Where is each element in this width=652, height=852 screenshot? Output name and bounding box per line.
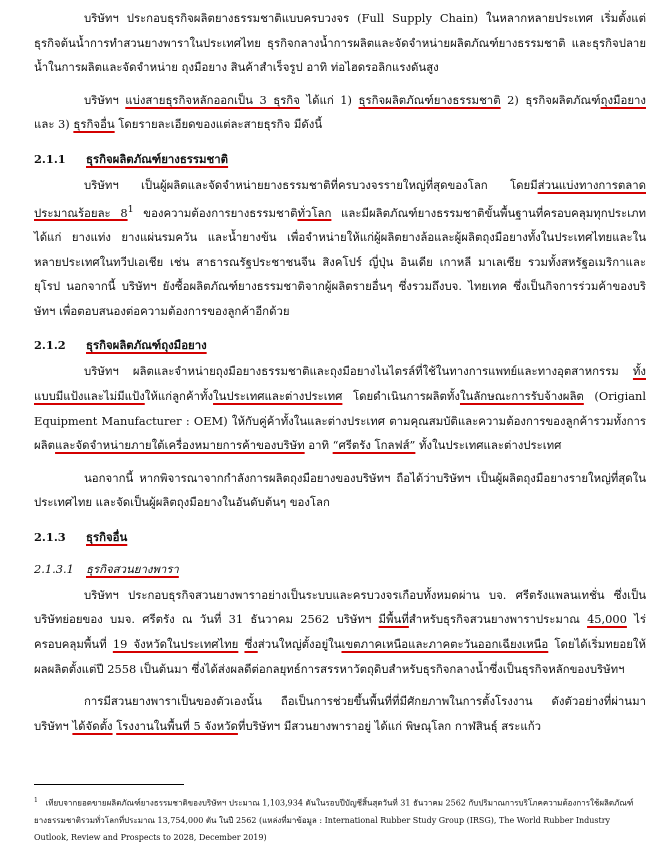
text: บริษัทฯ เป็นผู้ผลิตและจัดจำหน่ายยางธรรมชาติที่ครบวงจรรายใหญ่ที่สุดของโลก โดยมี [84, 177, 538, 192]
text: อาทิ [304, 438, 333, 453]
text: ไร่ครอบคลุมพื้นที่ [34, 612, 647, 652]
highlight-5-provinces: โรงงานในพื้นที่ 5 จังหวัด [116, 718, 238, 733]
footnote-text: เทียบจากยอดขายผลิตภัณฑ์ยางธรรมชาติของบริษัทฯ ประมาณ 1,103,934 ตันในรอบปีบัญชีสิ้นสุดวันที่ 31 ธันวาคม 2562 กับปริมาณการบริโภคความต้องการใช้ผลิตภัณฑ์ยางธรรมชาติรวมทั่วโลกที่ประมาณ 13,754,000 ตัน ในปี 2562 (แหล่งที่มาข้อมูล : International Rubber Study Group (IRSG), The World Rubber Industry Outlook, Review and Prospects to 2028, December 2019) [34, 798, 634, 842]
footnote [34, 792, 646, 846]
footnote-divider [34, 784, 184, 785]
highlight-has-area: มีพื้นที่ [378, 612, 409, 627]
text: ทั้งในประเทศและต่างประเทศ [415, 438, 562, 453]
highlight-natural-rubber: ธุรกิจผลิตภัณฑ์ยางธรรมชาติ [358, 92, 501, 107]
business-lines-paragraph [34, 88, 646, 137]
document-page [34, 6, 646, 738]
text: โดยรายละเอียดของแต่ละสายธุรกิจ มีดังนี้ [114, 117, 323, 132]
intro-paragraph [34, 6, 646, 80]
intro-text: บริษัทฯ ประกอบธุรกิจผลิตยางธรรมชาติแบบครบวงจร (Full Supply Chain) ในหลากหลายประเทศ เริ่มตั้งแต่ธุรกิจต้นน้ำการทำสวนยางพาราในประเทศไทย ธุรกิจกลางน้ำการผลิตและจัดจำหน่ายผลิตภัณฑ์ยางธรรมชาติ และธุรกิจปลายน้ำในการผลิตและจัดจำหน่าย ถุงมือยาง สินค้าสำเร็จรูป อาทิ ท่อไฮดรอลิกแรงดันสูง [34, 11, 646, 75]
highlight-established: ได้จัดตั้ง [72, 718, 113, 733]
text: โดยได้เริ่มทยอยให้ผลผลิตตั้งแต่ปี 2558 เป็นต้นมา ซึ่งได้ส่งผลดีต่อกลยุทธ์การสรรหาวัตถุดิบสำหรับธุรกิจกลางน้ำซึ่งเป็นธุรกิจหลักของบริษัทฯ [34, 637, 646, 676]
text: สำหรับธุรกิจสวนยางพาราประมาณ [408, 612, 588, 627]
text: ที่บริษัทฯ มีสวนยางพาราอยู่ ได้แก่ พิษณุโลก กาฬสินธุ์ สระแก้ว [237, 718, 542, 733]
text: ให้แก่ลูกค้าทั้ง [144, 388, 214, 403]
highlight-own-brand: และจัดจำหน่ายภายใต้เครื่องหมายการค้าของบริษัท [55, 438, 305, 453]
text: นอกจากนี้ หากพิจารณาจากกำลังการผลิตถุงมือยางของบริษัทฯ ถือได้ว่าบริษัทฯ เป็นผู้ผลิตถุงมือยางรายใหญ่ที่สุดในประเทศไทย และจัดเป็นผู้ผลิตถุงมือยางในอันดับต้นๆ ของโลก [34, 470, 646, 510]
plantation-paragraph [34, 583, 646, 681]
section-title: ธุรกิจผลิตภัณฑ์ถุงมือยาง [86, 338, 207, 353]
gloves-paragraph [34, 359, 646, 457]
text: และมีผลิตภัณฑ์ยางธรรมชาติขั้นพื้นฐานที่ครอบคลุมทุกประเภท ได้แก่ ยางแท่ง ยางแผ่นรมควัน และน้ำยางข้น เพื่อจำหน่ายให้แก่ผู้ผลิตยางล้อและผู้ผลิตถุงมือยางทั้งในประเทศไทยและในหลายประเทศในทวีปเอเชีย เช่น สาธารณรัฐประชาชนจีน สิงคโปร์ ญี่ปุ่น อินเดีย เกาหลี มาเลเซีย รวมทั้งสหรัฐอเมริกาและยุโรป นอกจากนี้ บริษัทฯ ยังซื้อผลิตภัณฑ์ยางธรรมชาติจากผู้ผลิตรายอื่นๆ ซึ่งรวมถึงบจ. ไทยเทค ซึ่งเป็นกิจการร่วมค้าของบริษัทฯ เพื่อตอบสนองต่อความต้องการของลูกค้าอีกด้วย [34, 205, 646, 318]
text: ของความต้องการยางธรรมชาติ [133, 205, 298, 220]
subsection-number: 2.1.3.1 [34, 561, 74, 576]
section-heading-2-1-2 [34, 333, 646, 359]
text: ได้แก่ 1) [299, 92, 359, 107]
text: และ 3) [34, 117, 74, 132]
text: ส่วนใหญ่ตั้งอยู่ใน [257, 637, 342, 652]
text: การมีสวนยางพาราเป็นของตัวเองนั้น ถือเป็นการช่วยขึ้นพื้นที่ที่มีศักยภาพในการตั้งโรงงาน ดังตัวอย่างที่ผ่านมา บริษัทฯ [34, 694, 646, 733]
section-heading-2-1-3 [34, 525, 646, 551]
subsection-heading-2-1-3-1 [34, 557, 646, 583]
text: บริษัทฯ ผลิตและจำหน่ายถุงมือยางธรรมชาติและถุงมือยางไนไตรล์ที่ใช้ในทางการแพทย์และทางอุตสาหกรรม [84, 364, 633, 379]
highlight-sritrang-gloves: “ศรีตรัง โกลฟส์” [332, 438, 416, 453]
section-number: 2.1.3 [34, 529, 66, 544]
text: 2) ธุรกิจผลิตภัณฑ์ [500, 92, 601, 107]
text: บริษัทฯ ประกอบธุรกิจสวนยางพาราอย่างเป็นระบบและครบวงจรเกือบทั้งหมดผ่าน บจ. ศรีตรังแพลนเทชั่น ซึ่งเป็นบริษัทย่อยของ บมจ. ศรีตรัง ณ วันที่ 31 ธันวาคม 2562 บริษัทฯ [34, 587, 646, 627]
highlight-worldwide: ทั่วโลก [297, 205, 332, 220]
highlight-gloves: ถุงมือยาง [600, 92, 646, 107]
text: (Origianl Equipment Manufacturer : OEM) ให้กับคู่ค้าทั้งในและต่างประเทศ ตามคุณสมบัติและความต้องการของลูกค้ารวมทั้งการผลิต [34, 388, 647, 453]
gloves-capacity-paragraph [34, 466, 646, 515]
subsection-title: ธุรกิจสวนยางพารา [86, 561, 179, 576]
section-title: ธุรกิจผลิตภัณฑ์ยางธรรมชาติ [86, 151, 229, 166]
highlight-market-share: ส่วนแบ่งทางการตลาดประมาณร้อยละ 8 [34, 177, 646, 220]
footnote-mark: 1 [34, 797, 38, 804]
highlight-which: ซึ่ง [244, 637, 258, 652]
section-title: ธุรกิจอื่น [86, 529, 128, 544]
section-number: 2.1.1 [34, 151, 66, 166]
footnote-reference[interactable]: 1 [127, 203, 134, 215]
section-heading-2-1-1 [34, 147, 646, 173]
highlight-powdered: ทั้งแบบมีแป้งและไม่มีแป้ง [34, 364, 646, 403]
text: บริษัทฯ [84, 92, 126, 107]
highlight-area-rai: 45,000 [587, 612, 627, 627]
text: โดยดำเนินการผลิตทั้ง [342, 388, 460, 403]
section-number: 2.1.2 [34, 338, 66, 353]
natural-rubber-paragraph [34, 173, 646, 323]
highlight-three-businesses: แบ่งสายธุรกิจหลักออกเป็น 3 ธุรกิจ [125, 92, 300, 107]
highlight-north-northeast: เขตภาคเหนือและภาคตะวันออกเฉียงเหนือ [341, 637, 549, 652]
factory-paragraph [34, 689, 646, 738]
highlight-19-provinces: 19 จังหวัดในประเทศไทย [112, 637, 239, 652]
highlight-domestic-foreign: ในประเทศและต่างประเทศ [213, 388, 343, 403]
highlight-other-business: ธุรกิจอื่น [73, 117, 115, 132]
highlight-oem: ในลักษณะการรับจ้างผลิต [459, 388, 584, 403]
